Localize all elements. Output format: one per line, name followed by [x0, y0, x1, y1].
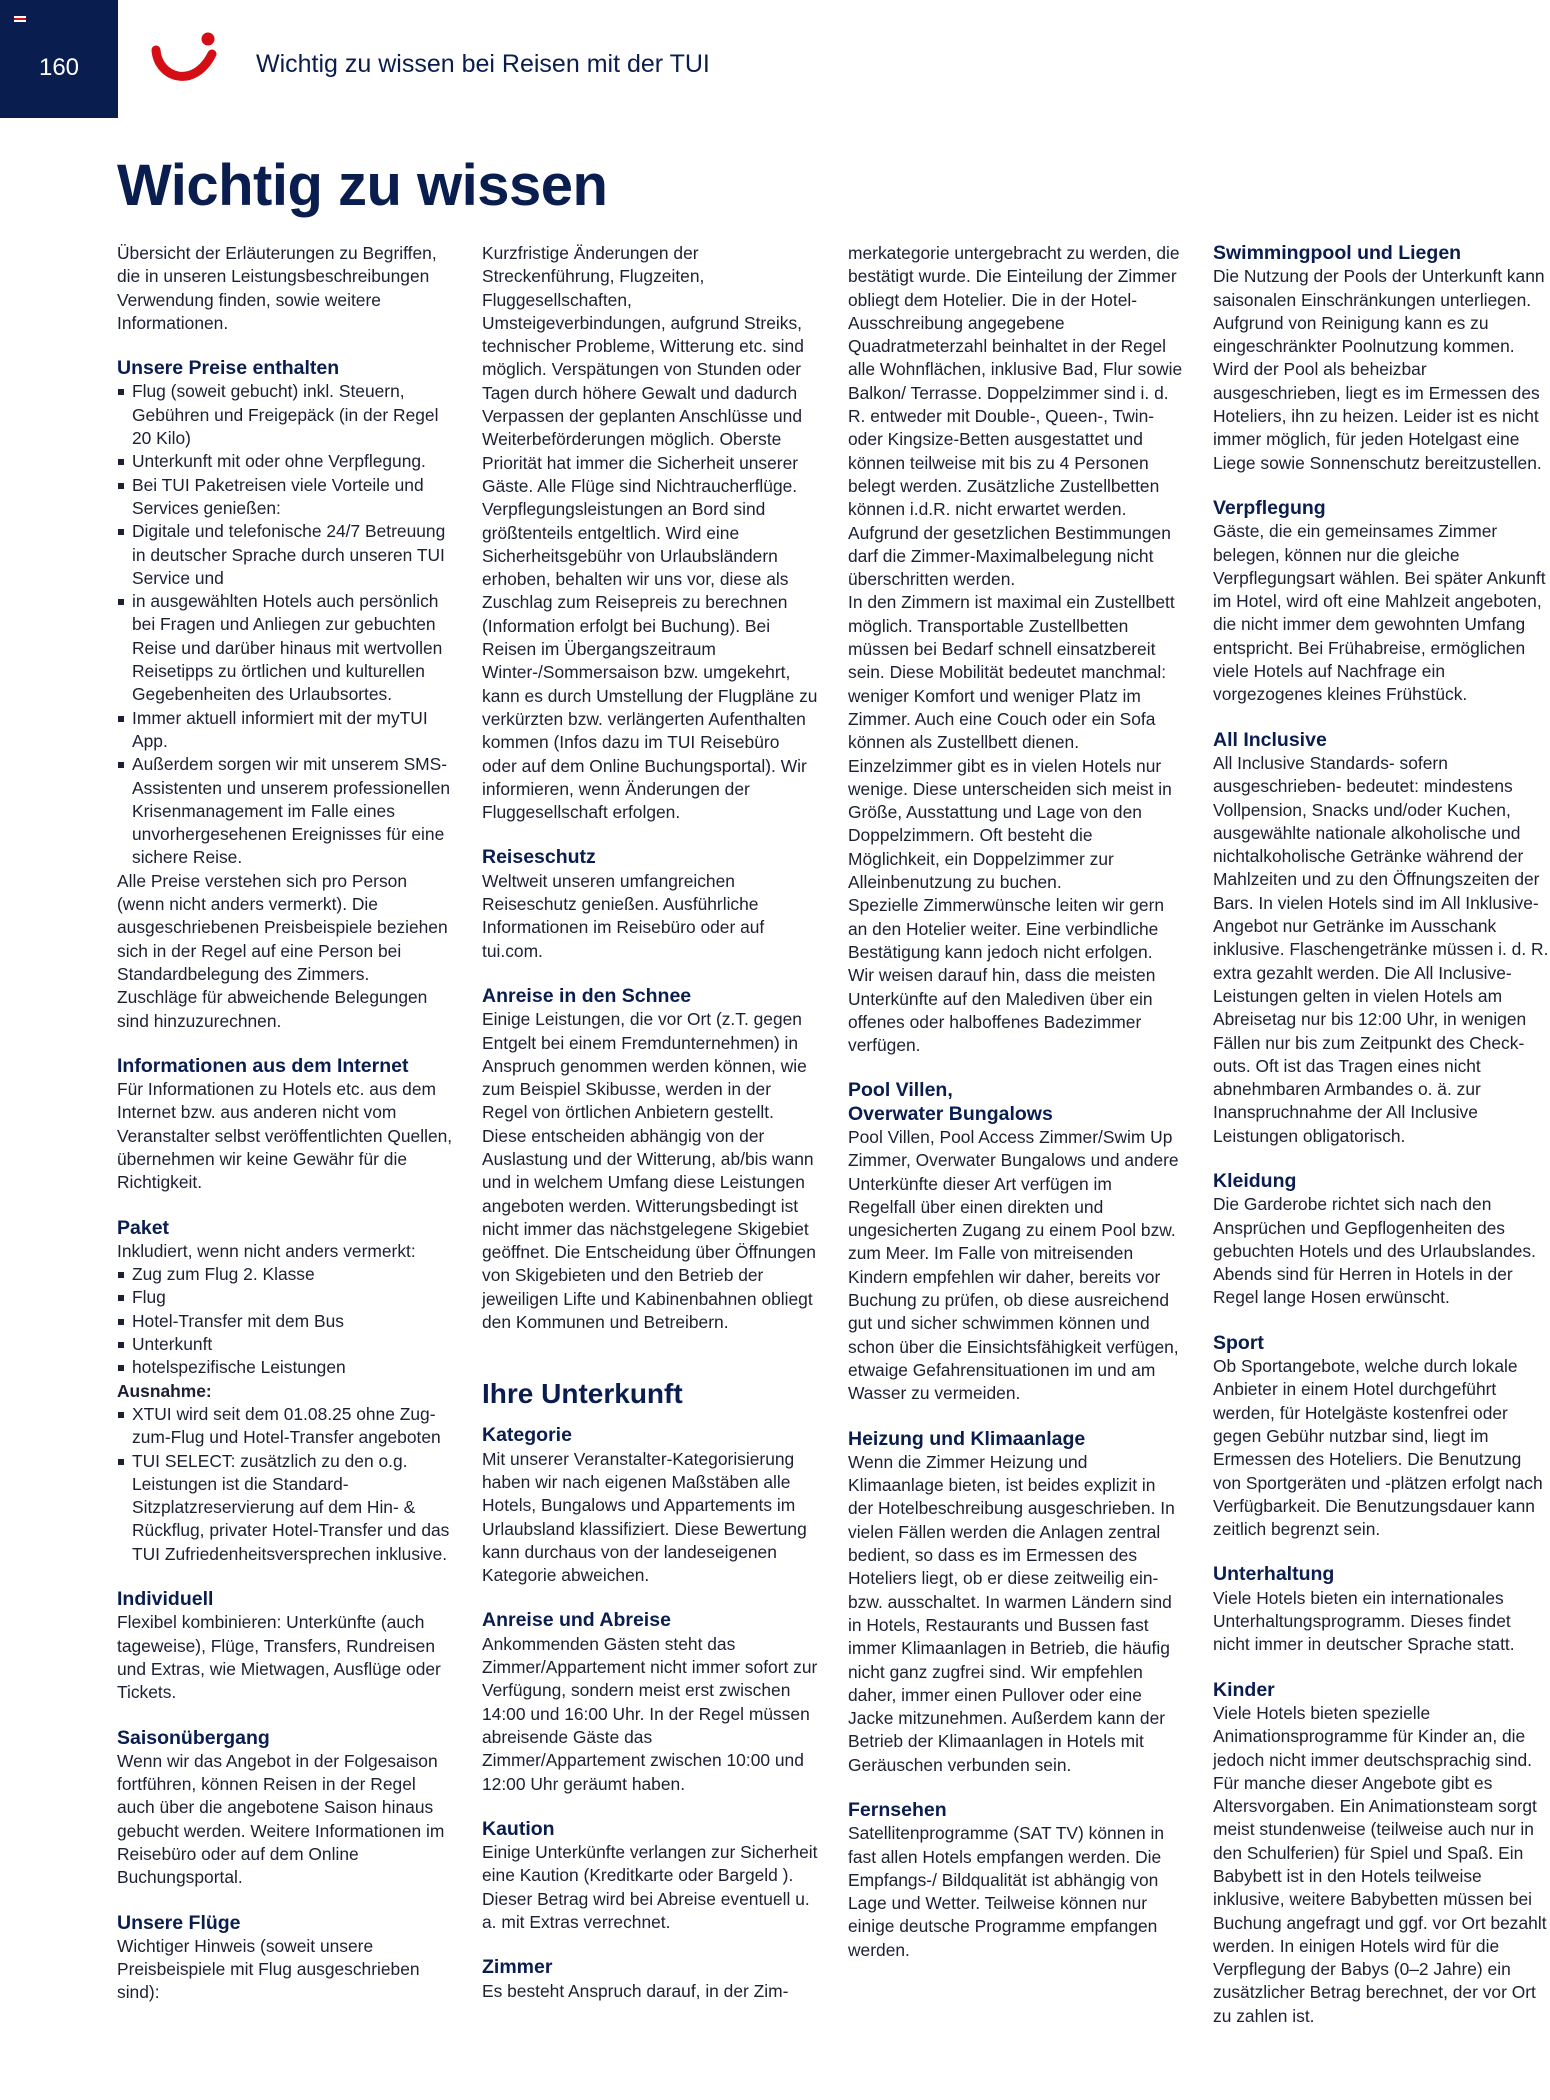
intro-text: Übersicht der Erläuterungen zu Begriffen, die in unseren Leistungsbeschreibungen Verwendung finden, sowie weitere Informationen. — [117, 243, 437, 333]
all-inclusive-text: All Inclusive Standards- sofern ausgeschrieben- bedeutet: mindestens Vollpension, Snacks und/oder Kuchen, ausgewählte nationale alkoholische und nichtalkoholische Getränke während der Mahlzeiten und zu den Öffnungszeiten der Bars. In vielen Hotels sind im All Inklusive-Angebot nur Getränke im Ausschank inklusive. Flaschengetränke müssen i. d. R. extra gezahlt werden. Die All Inclusive- Leistungen gelten in vielen Hotels am Abreisetag nur bis 12:00 Uhr, in wenigen Fällen nur bis zum Zeitpunkt des Check-outs. Oft ist das Tragen eines nicht abnehmbaren Armbandes o. ä. zur Inanspruchnahme der All Inclusive Leistungen obligatorisch. — [1213, 752, 1549, 1146]
swimmingpool-text: Die Nutzung der Pools der Unterkunft kann saisonalen Einschränkungen unterliegen. Aufgrund von Reinigung kann es zu eingeschränkter Poolnutzung kommen. Wird der Pool als beheizbar ausgeschrieben, liegt es im Ermessen des Hoteliers, ihn zu heizen. Leider ist es nicht immer möglich, für jeden Hotelgast eine Liege sowie Sonnenschutz bereitzustellen. — [1213, 266, 1545, 473]
heading-swimmingpool: Swimmingpool und Liegen — [1213, 242, 1462, 264]
paket-text: Inkludiert, wenn nicht anders vermerkt: — [117, 1240, 416, 1261]
kaution-text: Einige Unterkünfte verlangen zur Sicherheit eine Kaution (Kreditkarte oder Bargeld ). Dieser Betrag wird bei Abreise eventuell u. a. mit Extras verrechnet. — [482, 1842, 818, 1932]
column-1 — [117, 242, 453, 2005]
zimmer-malediven-text: Wir weisen darauf hin, dass die meisten Unterkünfte auf den Malediven über ein offenes oder halboffenes Badezimmer verfügen. — [848, 965, 1156, 1056]
preise-text: Alle Preise verstehen sich pro Person (wenn nicht anders vermerkt). Die ausgeschriebenen Preisbeispiele beziehen sich in der Regel auf eine Person bei Standardbelegung des Zimmers. Zuschläge für abweichende Belegungen sind hinzuzurechnen. — [117, 870, 448, 1031]
zimmer-zustellbett-text: In den Zimmern ist maximal ein Zustellbett möglich. Transportable Zustellbetten müssen bei Bedarf schnell einsatzbereit sein. Diese Mobilität bedeutet manchmal: weniger Komfort und weniger Platz im Zimmer. Auch eine Couch oder ein Sofa können als Zustellbett dienen. — [848, 592, 1175, 753]
list-item: Unterkunft mit oder ohne Verpflegung. — [117, 450, 453, 473]
verpflegung-text: Gäste, die ein gemeinsames Zimmer belegen, können nur die gleiche Verpflegungsart wählen. Bei später Ankunft im Hotel, wird oft eine Mahlzeit angeboten, die nicht immer dem gewohnten Umfang entspricht. Bei Frühabreise, ermöglichen viele Hotels auf Nachfrage ein vorgezogenes kleines Frühstück. — [1213, 521, 1546, 705]
page-title: Wichtig zu wissen — [117, 153, 608, 218]
fernsehen-text: Satellitenprogramme (SAT TV) können in fast allen Hotels empfangen werden. Die Empfangs-/ Bildqualität ist abhängig von Lage und Wetter. Teilweise können nur einige deutsche Programme empfangen werden. — [848, 1823, 1165, 1960]
heading-preise: Unsere Preise enthalten — [117, 357, 340, 380]
heading-individuell: Individuell — [117, 1588, 214, 1611]
heading-schnee: Anreise in den Schnee — [482, 984, 692, 1007]
list-item: in ausgewählten Hotels auch persönlich bei Fragen und Anliegen zur gebuchten Reise und darüber hinaus mit wertvollen Reisetipps zu örtlichen und kulturellen Gegebenheiten des Urlaubsortes. — [117, 590, 453, 706]
heading-saison: Saisonübergang — [117, 1726, 270, 1749]
heading-anreise: Anreise und Abreise — [482, 1609, 671, 1632]
column-3 — [848, 242, 1184, 1962]
sport-text: Ob Sportangebote, welche durch lokale Anbieter in einem Hotel durchgeführt werden, für Hotelgäste kostenfrei oder gegen Gebühr nutzbar sind, liegt im Ermessen des Hoteliers. Die Benutzung von Sportgeräten und -plätzen erfolgt nach Verfügbarkeit. Die Benutzungsdauer kann zeitlich begrenzt sein. — [1213, 1356, 1543, 1540]
heading-paket: Paket — [117, 1216, 170, 1239]
zimmer-wuensche-text: Spezielle Zimmerwünsche leiten wir gern an den Hotelier weiter. Eine verbindliche Bestätigung kann jedoch nicht erfolgen. — [848, 895, 1165, 962]
list-item: Zug zum Flug 2. Klasse — [117, 1263, 453, 1286]
kleidung-text: Die Garderobe richtet sich nach den Ansprüchen und Gepflogenheiten des gebuchten Hotels und des Urlaubslandes. Abends sind für Herren in Hotels in der Regel lange Hosen erwünscht. — [1213, 1194, 1536, 1308]
list-item: TUI SELECT: zusätzlich zu den o.g. Leistungen ist die Standard-Sitzplatzreservierung auf dem Hin- & Rückflug, privater Hotel-Transfer und das TUI Zufriedenheitsversprechen inklusive. — [117, 1450, 453, 1566]
heading-fernsehen: Fernsehen — [848, 1799, 947, 1821]
pool-villen-text: Pool Villen, Pool Access Zimmer/Swim Up Zimmer, Overwater Bungalows und andere Unterkünfte dieser Art verfügen im Regelfall über einen direkten und ungesicherten Zugang zu einem Pool bzw. zum Meer. Im Falle von mitreisenden Kindern empfehlen wir daher, bereits vor Buchung zu prüfen, ob diese ausreichend gut und sicher schwimmen können und schon über die Einsichtsfähigkeit verfügen, etwaige Gefahrensituationen im und am Wasser zu vermeiden. — [848, 1126, 1179, 1404]
preise-list — [117, 380, 453, 869]
page-number-tab — [0, 0, 118, 118]
unterhaltung-text: Viele Hotels bieten ein internationales Unterhaltungsprogramm. Dieses findet nicht immer in deutscher Sprache statt. — [1213, 1587, 1515, 1655]
heading-fluege: Unsere Flüge — [117, 1911, 241, 1934]
reiseschutz-text: Weltweit unseren umfangreichen Reiseschutz genießen. Ausführliche Informationen im Reisebüro oder auf tui.com. — [482, 870, 765, 961]
fluege-continued-text: Kurzfristige Änderungen der Streckenführung, Flugzeiten, Fluggesellschaften, Umsteigeverbindungen, aufgrund Streiks, technischer Probleme, Witterung etc. sind möglich. Verspätungen von Stunden oder Tagen durch höhere Gewalt und dadurch Verpassen der geplanten Anschlüsse und Weiterbeförderungen möglich. Oberste Priorität hat immer die Sicherheit unserer Gäste. Alle Flüge sind Nichtraucherflüge. Verpflegungsleistungen an Bord sind größtenteils entgeltlich. Wird eine Sicherheitsgebühr von Urlaubsländern erhoben, behalten wir uns vor, diese als Zuschlag zum Reisepreis zu berechnen (Information erfolgt bei Buchung). Bei Reisen im Übergangszeitraum Winter-/Sommersaison bzw. umgekehrt, kann es durch Umstellung der Flugpläne zu verkürzten bzw. verlängerten Aufenthalten kommen (Infos dazu im TUI Reisebüro oder auf dem Online Buchungsportal). Wir informieren, wenn Änderungen der Fluggesellschaft erfolgen. — [482, 243, 818, 823]
zimmer-continued-text: merkategorie untergebracht zu werden, die bestätigt wurde. Die Einteilung der Zimmer obliegt dem Hotelier. Die in der Hotel-Ausschreibung angegebene Quadratmeterzahl beinhaltet in der Regel alle Wohnflächen, inklusive Bad, Flur sowie Balkon/ Terrasse. Doppelzimmer sind i. d. R. entweder mit Double-, Queen-, Twin- oder Kingsize-Betten ausgestattet und können teilweise mit bis zu 4 Personen belegt werden. Zusätzliche Zustellbetten können i.d.R. nicht erwartet werden. Aufgrund der gesetzlichen Bestimmungen darf die Zimmer-Maximalbelegung nicht überschritten werden. — [848, 243, 1183, 590]
anreise-text: Ankommenden Gästen steht das Zimmer/Appartement nicht immer sofort zur Verfügung, sondern meist erst zwischen 14:00 und 16:00 Uhr. In der Regel müssen abreisende Gäste das Zimmer/Appartement zwischen 10:00 und 12:00 Uhr geräumt haben. — [482, 1633, 818, 1794]
list-item: Digitale und telefonische 24/7 Betreuung in deutscher Sprache durch unseren TUI Service und — [117, 520, 453, 590]
individuell-text: Flexibel kombinieren: Unterkünfte (auch tageweise), Flüge, Transfers, Rundreisen und Extras, wie Mietwagen, Ausflüge oder Tickets. — [117, 1612, 441, 1703]
flag-icon — [14, 16, 26, 22]
column-4 — [1213, 242, 1549, 2028]
heading-unterkunft: Ihre Unterkunft — [482, 1378, 683, 1410]
internet-text: Für Informationen zu Hotels etc. aus dem Internet bzw. aus anderen nicht vom Veranstalter selbst veröffentlichten Quellen, übernehmen wir keine Gewähr für die Richtigkeit. — [117, 1079, 453, 1193]
heading-kleidung: Kleidung — [1213, 1169, 1297, 1192]
ausnahme-label: Ausnahme: — [117, 1380, 212, 1401]
list-item: Flug — [117, 1286, 453, 1309]
heading-unterhaltung: Unterhaltung — [1213, 1563, 1335, 1586]
heading-all-inclusive: All Inclusive — [1213, 728, 1327, 751]
zimmer-text: Es besteht Anspruch darauf, in der Zim- — [482, 1980, 789, 2001]
list-item: Außerdem sorgen wir mit unserem SMS-Assistenten und unserem professionellen Krisenmanagement im Falle eines unvorhergesehenen Ereignisses für eine sichere Reise. — [117, 753, 453, 869]
heading-sport: Sport — [1213, 1331, 1264, 1354]
list-item: hotelspezifische Leistungen — [117, 1356, 453, 1379]
tui-logo-icon — [150, 30, 226, 94]
kategorie-text: Mit unserer Veranstalter-Kategorisierung haben wir nach eigenen Maßstäben alle Hotels, Bungalows und Appartements im Urlaubsland klassifiziert. Diese Bewertung kann durchaus von der landeseigenen Kategorie abweichen. — [482, 1448, 807, 1586]
list-item: Bei TUI Paketreisen viele Vorteile und Services genießen: — [117, 474, 453, 521]
heading-pool-villen — [848, 1079, 1184, 1126]
ausnahme-list — [117, 1403, 453, 1566]
heading-zimmer: Zimmer — [482, 1956, 553, 1979]
heading-heizung: Heizung und Klimaanlage — [848, 1427, 1086, 1450]
list-item: Flug (soweit gebucht) inkl. Steuern, Gebühren und Freigepäck (in der Regel 20 Kilo) — [117, 380, 453, 450]
heading-kinder: Kinder — [1213, 1678, 1275, 1701]
page-number: 160 — [38, 54, 80, 81]
saison-text: Wenn wir das Angebot in der Folgesaison fortführen, können Reisen in der Regel auch über die angebotene Saison hinaus gebucht werden. Weitere Informationen im Reisebüro oder auf dem Online Buchungsportal. — [117, 1750, 445, 1888]
running-title: Wichtig zu wissen bei Reisen mit der TUI — [256, 50, 710, 78]
paket-list — [117, 1263, 453, 1379]
heizung-text: Wenn die Zimmer Heizung und Klimaanlage bieten, ist beides explizit in der Hotelbeschreibung ausgeschrieben. In vielen Fällen werden die Anlagen zentral bedient, so dass es im Ermessen des Hoteliers liegt, ob er diese zeitweilig ein- bzw. ausschaltet. In warmen Ländern sind in Hotels, Restaurants und Bussen fast immer Klimaanlagen in Betrieb, die häufig nicht ganz zugfrei sind. Wir empfehlen daher, immer einen Pullover oder eine Jacke mitzunehmen. Außerdem kann der Betrieb der Klimaanlagen in Hotels mit Geräuschen verbunden sein. — [848, 1451, 1175, 1775]
list-item: Hotel-Transfer mit dem Bus — [117, 1310, 453, 1333]
list-item: Unterkunft — [117, 1333, 453, 1356]
schnee-text: Einige Leistungen, die vor Ort (z.T. gegen Entgelt bei einem Fremdunternehmen) in Anspruch genommen werden können, wie zum Beispiel Skibusse, werden in der Regel von örtlichen Anbietern gestellt. Diese entscheiden abhängig von der Auslastung und der Witterung, ab/bis wann und in welchem Umfang diese Leistungen angeboten werden. Witterungsbedingt ist nicht immer das nächstgelegene Skigebiet geöffnet. Die Entscheidung über Öffnungen von Skigebieten und den Betrieb der jeweiligen Lifte und Kabinenbahnen obliegt den Kommunen und Betreibern. — [482, 1009, 816, 1333]
page-header — [0, 0, 1550, 118]
column-2 — [482, 242, 818, 2003]
list-item: XTUI wird seit dem 01.08.25 ohne Zug-zum-Flug und Hotel-Transfer angeboten — [117, 1403, 453, 1450]
kinder-text: Viele Hotels bieten spezielle Animationsprogramme für Kinder an, die jedoch nicht immer deutschsprachig sind. Für manche dieser Angebote gibt es Altersvorgaben. Ein Animationsteam sorgt meist stundenweise (teilweise auch nur in den Schulferien) für Spiel und Spaß. Ein Babybett ist in den Hotels teilweise inklusive, weitere Babybetten müssen bei Buchung angefragt und ggf. vor Ort bezahlt werden. In einigen Hotels wird für die Verpflegung der Babys (0–2 Jahre) ein zusätzlicher Betrag berechnet, der vor Ort zu zahlen ist. — [1213, 1702, 1547, 2026]
list-item: Immer aktuell informiert mit der myTUI App. — [117, 707, 453, 754]
heading-kaution: Kaution — [482, 1817, 555, 1840]
heading-pool-villen-line2: Overwater Bungalows — [848, 1102, 1053, 1125]
heading-pool-villen-line1: Pool Villen, — [848, 1079, 953, 1102]
heading-kategorie: Kategorie — [482, 1424, 572, 1447]
heading-internet: Informationen aus dem Internet — [117, 1054, 409, 1077]
fluege-text: Wichtiger Hinweis (soweit unsere Preisbeispiele mit Flug ausgeschrieben sind): — [117, 1935, 420, 2003]
heading-verpflegung: Verpflegung — [1213, 496, 1326, 519]
heading-reiseschutz: Reiseschutz — [482, 846, 596, 869]
zimmer-einzelzimmer-text: Einzelzimmer gibt es in vielen Hotels nur wenige. Diese unterscheiden sich meist in Größe, Ausstattung und Lage von den Doppelzimmern. Oft besteht die Möglichkeit, ein Doppelzimmer zur Alleinbenutzung zu buchen. — [848, 755, 1172, 893]
